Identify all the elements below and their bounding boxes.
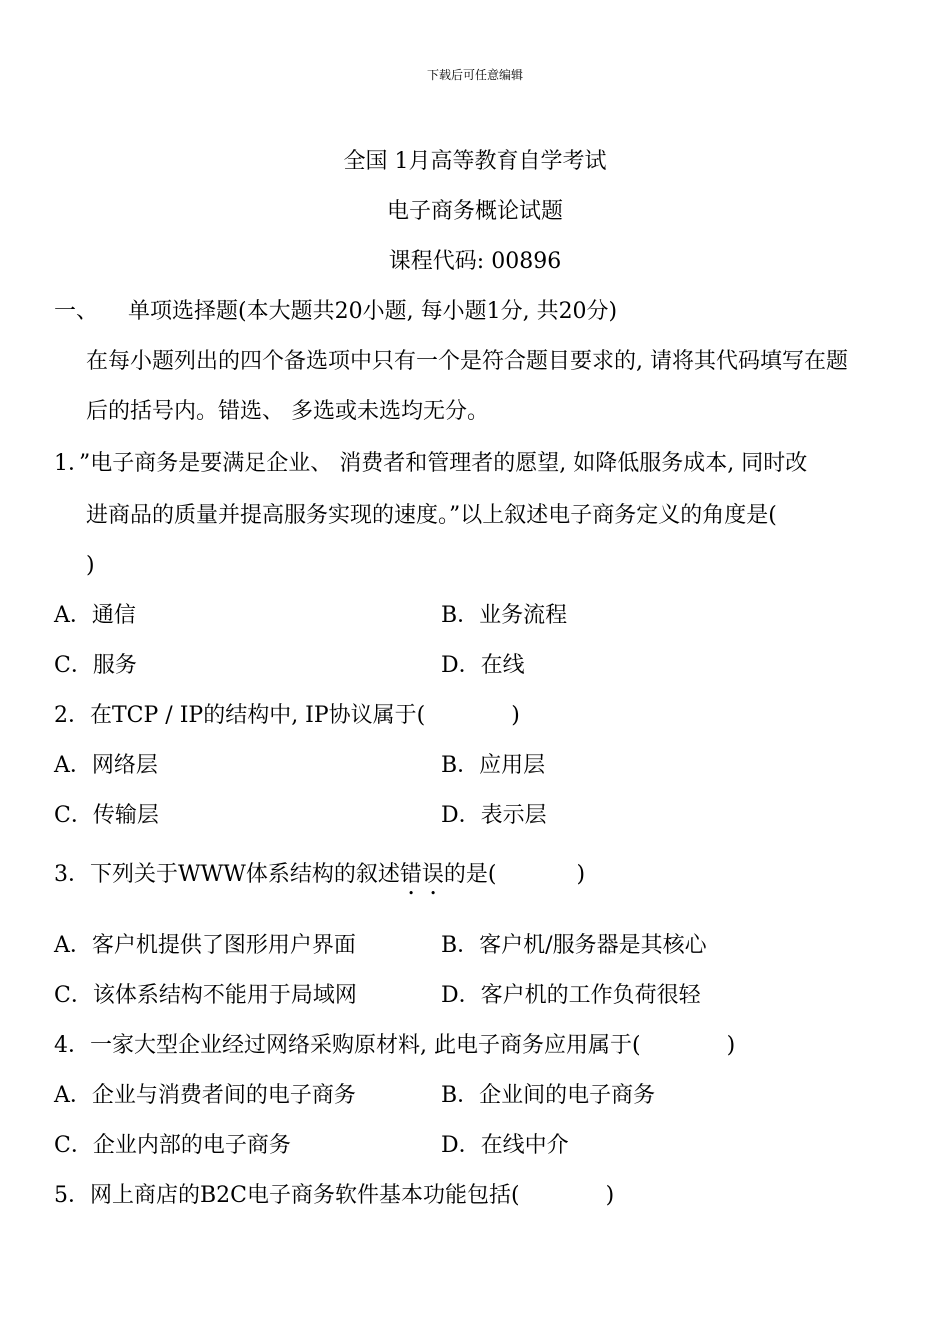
question-4-option-a: A．企业与消费者间的电子商务 <box>54 1083 356 1108</box>
question-5-close-paren: ) <box>605 1183 615 1208</box>
question-1-option-c: C．服务 <box>54 653 137 678</box>
question-3-option-c: C．该体系结构不能用于局域网 <box>54 983 357 1008</box>
header-note: 下载后可任意编辑 <box>426 68 523 82</box>
question-3-text-pre: 3．下列关于WWW体系结构的叙述 <box>54 862 400 887</box>
question-1-option-b: B．业务流程 <box>441 603 568 628</box>
course-code: 课程代码: 00896 <box>388 249 562 274</box>
question-2-text: 2．在TCP / IP的结构中, IP协议属于( <box>54 703 426 728</box>
question-3-text-post: 的是( <box>443 862 497 887</box>
question-2-option-d: D．表示层 <box>441 803 547 828</box>
question-4-option-d: D．在线中介 <box>441 1133 569 1158</box>
question-2-option-c: C．传输层 <box>54 803 159 828</box>
question-1-line-2: 进商品的质量并提高服务实现的速度。”以上叙述电子商务定义的角度是( <box>86 503 777 528</box>
question-3-close-paren: ) <box>576 862 586 887</box>
subject-title: 电子商务概论试题 <box>386 199 563 224</box>
question-1-line-1: 1．”电子商务是要满足企业、 消费者和管理者的愿望, 如降低服务成本, 同时改 <box>54 451 808 476</box>
instruction-line-1: 在每小题列出的四个备选项中只有一个是符合题目要求的, 请将其代码填写在题 <box>86 349 848 374</box>
question-2-option-a: A．网络层 <box>54 753 158 778</box>
question-2-stem <box>54 702 520 730</box>
question-5-text: 5．网上商店的B2C电子商务软件基本功能包括( <box>54 1183 520 1208</box>
question-2-close-paren: ) <box>511 703 520 728</box>
question-4-option-c: C．企业内部的电子商务 <box>54 1133 291 1158</box>
question-1-line-3: ) <box>86 553 95 578</box>
question-3-option-d: D．客户机的工作负荷很轻 <box>441 983 701 1008</box>
instruction-line-2: 后的括号内。错选、 多选或未选均无分。 <box>86 399 489 424</box>
question-3-emphasis: 错误 <box>399 862 444 887</box>
section-number: 一、 <box>54 299 99 324</box>
question-2-option-b: B．应用层 <box>441 753 546 778</box>
question-3-option-b: B．客户机/服务器是其核心 <box>441 933 707 958</box>
question-1-option-a: A．通信 <box>54 603 136 628</box>
question-5-stem <box>54 1182 614 1210</box>
section-heading-line <box>54 298 617 326</box>
question-3-stem <box>54 861 585 900</box>
question-4-stem <box>54 1032 735 1060</box>
question-4-close-paren: ) <box>726 1033 736 1058</box>
question-4-text: 4．一家大型企业经过网络采购原材料, 此电子商务应用属于( <box>54 1033 641 1058</box>
question-3-option-a: A．客户机提供了图形用户界面 <box>54 933 356 958</box>
question-4-option-b: B．企业间的电子商务 <box>441 1083 656 1108</box>
exam-title: 全国 1月高等教育自学考试 <box>343 149 607 174</box>
question-1-option-d: D．在线 <box>441 653 525 678</box>
section-heading: 单项选择题(本大题共20小题, 每小题1分, 共20分) <box>128 299 618 324</box>
